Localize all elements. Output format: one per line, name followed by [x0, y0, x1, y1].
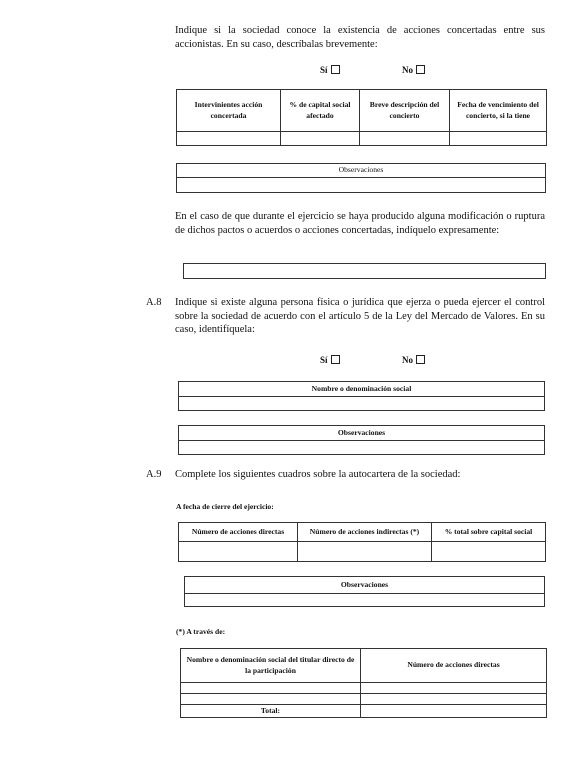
observaciones-cell[interactable]	[177, 178, 546, 193]
control-person-text: Indique si existe alguna persona física o jurídica que ejerza o pueda ejercer el control sobre la sociedad de acuerdo con el artículo 5 de la Ley del Mercado de Valores. En su caso, identifíquela:	[175, 297, 545, 335]
table-cell[interactable]	[450, 132, 547, 146]
header-cell: Número de acciones indirectas (*)	[298, 523, 432, 542]
observaciones-table-1	[176, 163, 546, 193]
header-cell: % de capital social afectado	[281, 90, 360, 132]
table-cell[interactable]	[179, 542, 298, 562]
nombre-cell[interactable]	[179, 397, 545, 411]
concerted-actions-table	[176, 89, 547, 146]
observaciones-header: Observaciones	[185, 577, 545, 594]
table-cell[interactable]	[361, 694, 547, 705]
table-cell[interactable]	[298, 542, 432, 562]
header-cell: Intervinientes acción concertada	[177, 90, 281, 132]
no-checkbox[interactable]	[416, 355, 425, 364]
table-row[interactable]	[181, 694, 547, 705]
treasury-stock-text: Complete los siguientes cuadros sobre la autocartera de la sociedad:	[175, 469, 461, 480]
table-header-row	[177, 90, 547, 132]
header-cell: Número de acciones directas	[361, 649, 547, 683]
modification-text: En el caso de que durante el ejercicio se haya producido alguna modificación o ruptura de dichos pactos o acuerdos o acciones concertadas, indíquelo expresamente:	[175, 211, 545, 236]
table-cell[interactable]	[181, 694, 361, 705]
nombre-header: Nombre o denominación social	[179, 382, 545, 397]
header-cell: Fecha de vencimiento del concierto, si la tiene	[450, 90, 547, 132]
header-cell: Nombre o denominación social del titular directo de la participación	[181, 649, 361, 683]
header-cell: Breve descripción del concierto	[360, 90, 450, 132]
observaciones-cell[interactable]	[179, 441, 545, 455]
participation-table	[180, 648, 547, 718]
no-label: No	[402, 355, 413, 365]
observaciones-header: Observaciones	[179, 426, 545, 441]
si-label: Sí	[320, 65, 328, 75]
observaciones-cell[interactable]	[185, 594, 545, 607]
traves-label: (*) A través de:	[176, 627, 226, 636]
header-cell: % total sobre capital social	[432, 523, 546, 542]
si-checkbox[interactable]	[331, 65, 340, 74]
no-option[interactable]	[402, 65, 425, 75]
treasury-stock-table	[178, 522, 546, 562]
si-label: Sí	[320, 355, 328, 365]
observaciones-header: Observaciones	[177, 164, 546, 178]
total-cell[interactable]	[361, 705, 547, 718]
modification-field[interactable]	[183, 263, 546, 279]
table-row[interactable]	[181, 683, 547, 694]
no-checkbox[interactable]	[416, 65, 425, 74]
fecha-cierre-label: A fecha de cierre del ejercicio:	[176, 502, 274, 511]
table-cell[interactable]	[181, 683, 361, 694]
table-cell[interactable]	[360, 132, 450, 146]
concerted-actions-intro: Indique si la sociedad conoce la existencia de acciones concertadas entre sus accionistas. En su caso, descríbalas brevemente:	[175, 25, 545, 50]
section-number-a9: A.9	[146, 469, 162, 480]
no-option[interactable]	[402, 355, 425, 365]
total-row	[181, 705, 547, 718]
header-cell: Número de acciones directas	[179, 523, 298, 542]
table-cell[interactable]	[177, 132, 281, 146]
si-option[interactable]	[320, 65, 340, 75]
table-cell[interactable]	[432, 542, 546, 562]
table-row[interactable]	[179, 542, 546, 562]
control-person-table	[178, 381, 545, 411]
si-checkbox[interactable]	[331, 355, 340, 364]
table-cell[interactable]	[361, 683, 547, 694]
si-option[interactable]	[320, 355, 340, 365]
table-cell[interactable]	[281, 132, 360, 146]
observaciones-table-2	[178, 425, 545, 455]
table-row[interactable]	[177, 132, 547, 146]
no-label: No	[402, 65, 413, 75]
section-number-a8: A.8	[146, 297, 162, 308]
observaciones-table-3	[184, 576, 545, 607]
total-label: Total:	[181, 705, 361, 718]
